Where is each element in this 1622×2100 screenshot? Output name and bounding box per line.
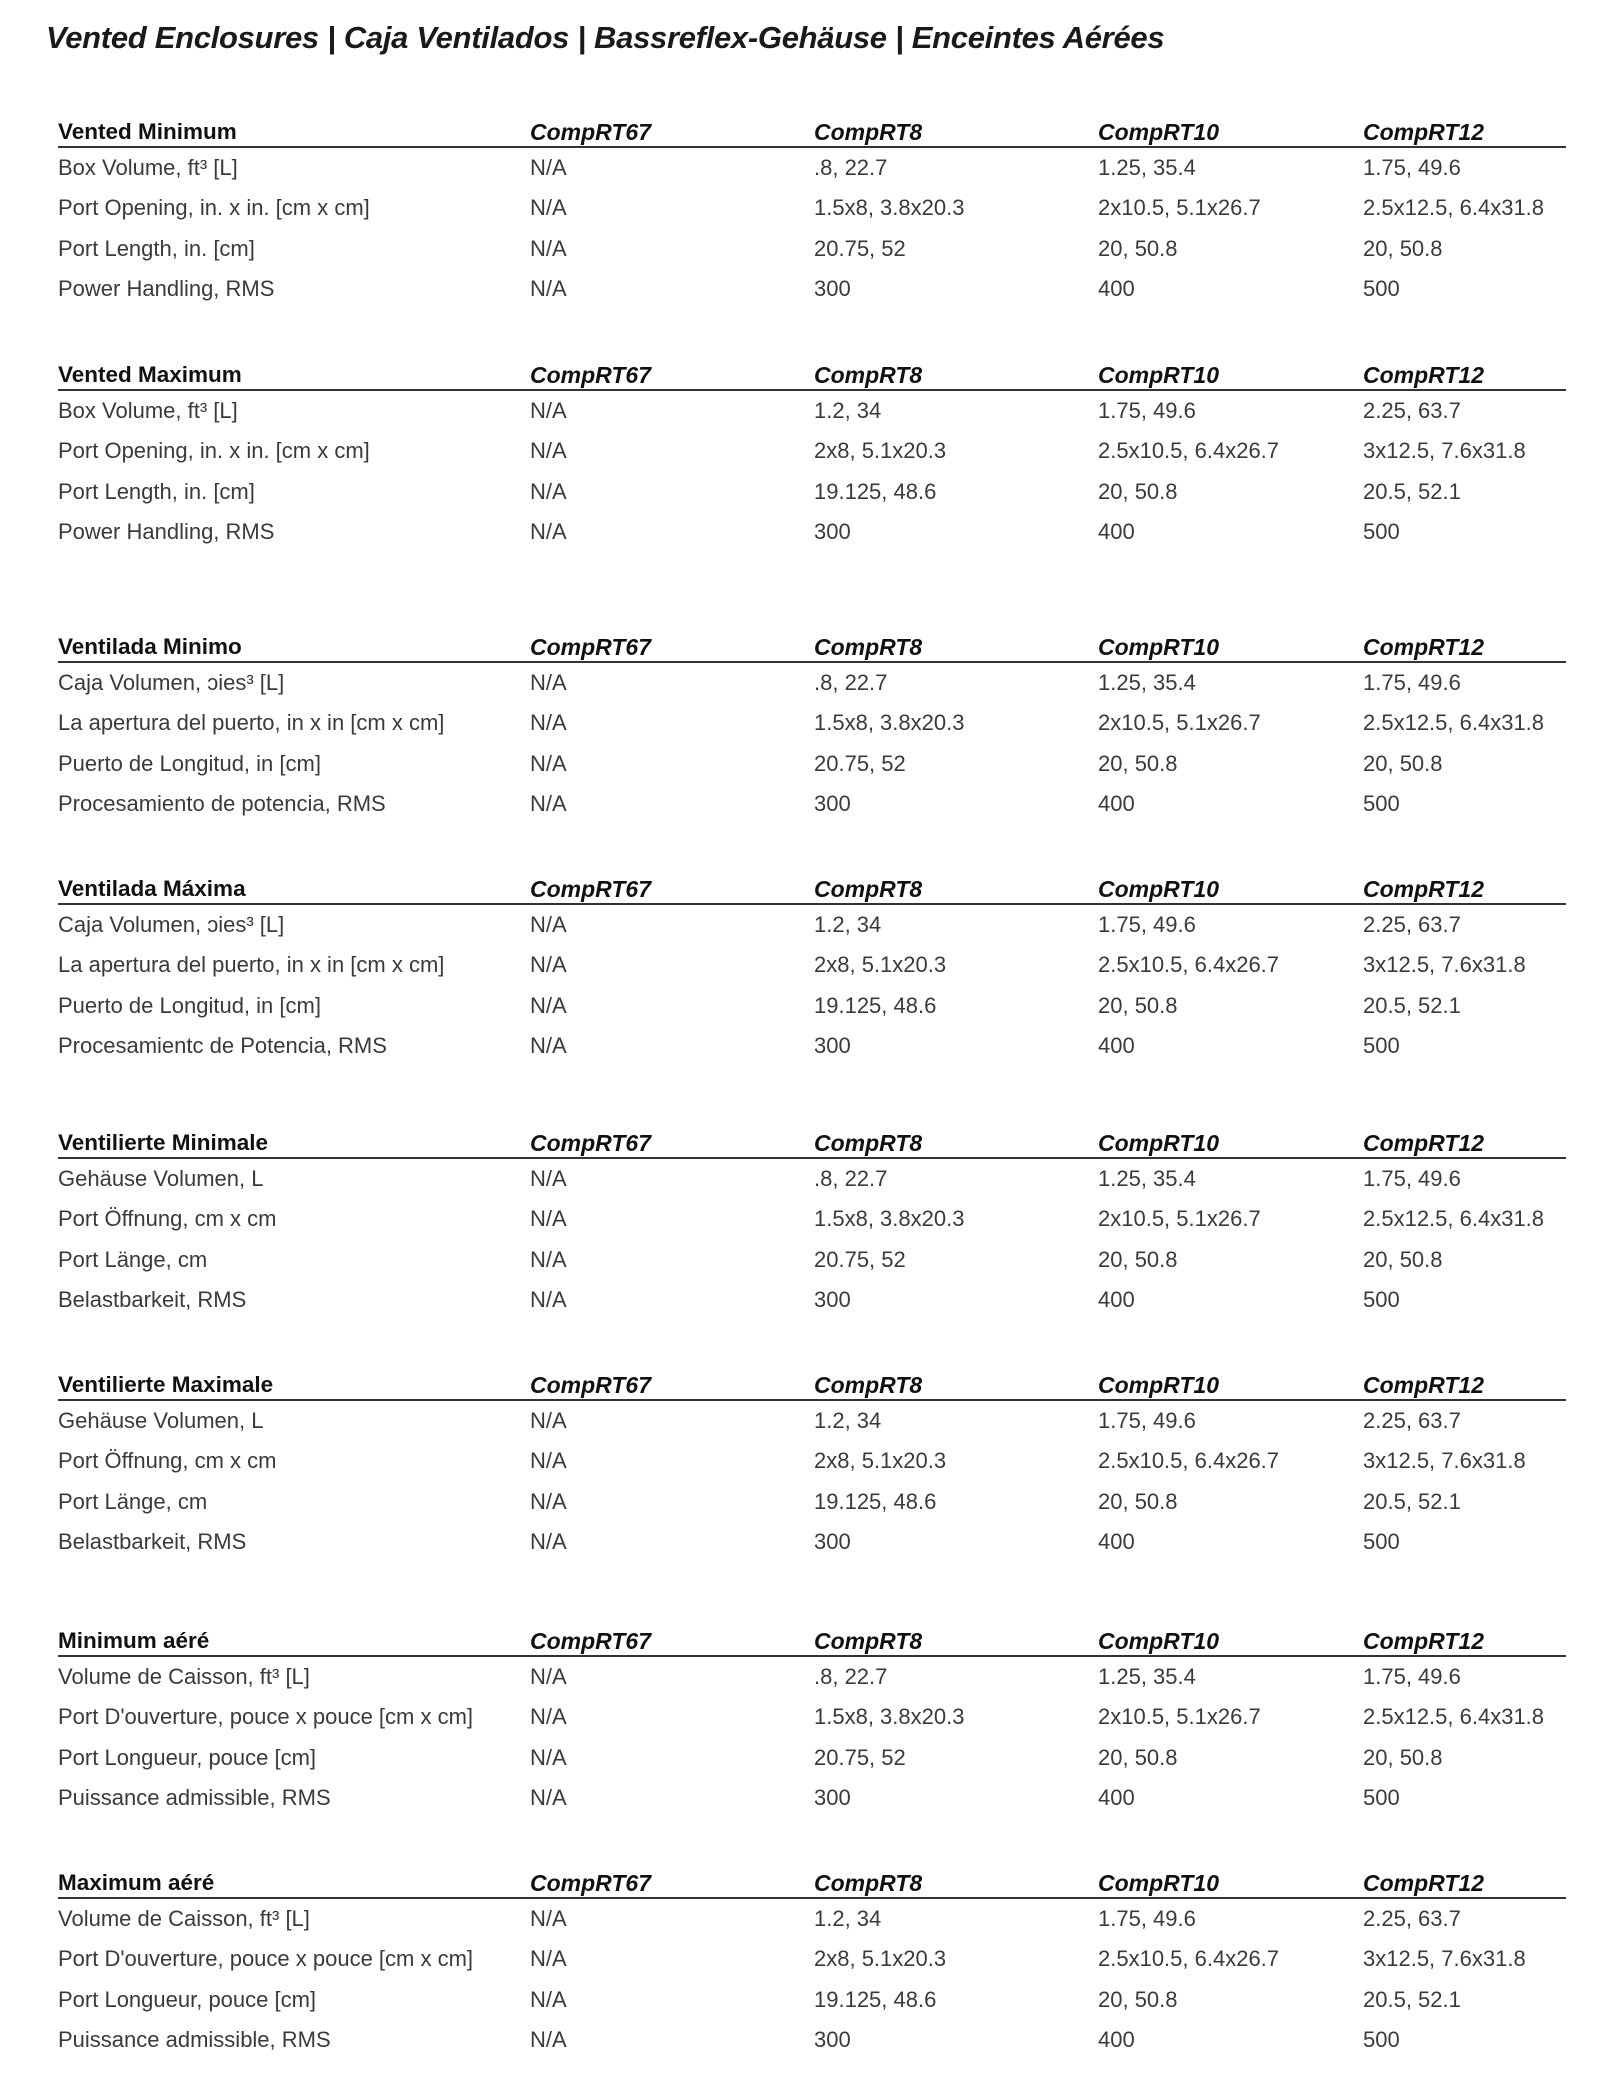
spec-value: 3x12.5, 7.6x31.8 (1363, 438, 1526, 464)
table-row (58, 1697, 1566, 1737)
spec-label: Volume de Caisson, ft³ [L] (58, 1906, 310, 1931)
spec-value: 20.75, 52 (814, 1744, 906, 1770)
spec-label: Procesamientc de Potencia, RMS (58, 1032, 387, 1058)
spec-value: N/A (530, 750, 567, 776)
spec-value: 20.5, 52.1 (1363, 1986, 1461, 2012)
model-column-header: CompRT10 (1098, 1130, 1219, 1156)
table-row (58, 1026, 1566, 1066)
model-column-header: CompRT8 (814, 1628, 923, 1654)
spec-value: 20, 50.8 (1098, 992, 1178, 1018)
spec-value: 20, 50.8 (1098, 478, 1178, 504)
spec-label: Caja Volumen, ɔies³ [L] (58, 912, 285, 937)
spec-label: Procesamiento de potencia, RMS (58, 790, 386, 816)
spec-value: 2x10.5, 5.1x26.7 (1098, 1206, 1261, 1232)
spec-value: 2.25, 63.7 (1363, 1408, 1461, 1433)
spec-value: 300 (814, 1032, 851, 1058)
spec-value: N/A (530, 155, 567, 180)
table-row (58, 1441, 1566, 1481)
spec-value: N/A (530, 1906, 567, 1931)
spec-label: Port Öffnung, cm x cm (58, 1206, 277, 1232)
spec-value: N/A (530, 2026, 567, 2052)
spec-value: N/A (530, 670, 567, 695)
model-column-header: CompRT8 (814, 119, 923, 145)
table-row (58, 1939, 1566, 1979)
spec-value: 1.75, 49.6 (1098, 1906, 1196, 1931)
spec-label: Belastbarkeit, RMS (58, 1528, 247, 1554)
spec-value: 500 (1363, 518, 1400, 544)
spec-label: Port Longueur, pouce [cm] (58, 1744, 317, 1770)
spec-label: Gehäuse Volumen, L (58, 1166, 264, 1191)
model-column-header: CompRT67 (530, 1372, 651, 1398)
spec-value: 400 (1098, 275, 1135, 301)
spec-value: 1.75, 49.6 (1098, 398, 1196, 423)
spec-value: 2.25, 63.7 (1363, 912, 1461, 937)
table-row (58, 986, 1566, 1026)
table-row (58, 1899, 1566, 1939)
model-column-header: CompRT8 (814, 362, 923, 388)
spec-value: 2.5x12.5, 6.4x31.8 (1363, 195, 1545, 221)
table-row (58, 1657, 1566, 1697)
spec-label: Box Volume, ft³ [L] (58, 398, 238, 423)
spec-value: N/A (530, 1704, 567, 1730)
spec-value: 500 (1363, 1032, 1400, 1058)
spec-label: Port D'ouverture, pouce x pouce [cm x cm] (58, 1946, 474, 1972)
spec-value: 2.5x12.5, 6.4x31.8 (1363, 1704, 1545, 1730)
table-row (58, 945, 1566, 985)
section-header-row (58, 1617, 1566, 1657)
section-header-row (58, 1361, 1566, 1401)
spec-value: N/A (530, 790, 567, 816)
section-title: Minimum aéré (58, 1628, 210, 1653)
spec-value: N/A (530, 1206, 567, 1232)
spec-value: N/A (530, 952, 567, 978)
section-title: Ventilada Máxima (58, 876, 246, 901)
section-header-row (58, 1859, 1566, 1899)
section-header-row (58, 1119, 1566, 1159)
spec-label: La apertura del puerto, in x in [cm x cm] (58, 710, 445, 736)
section-title: Vented Minimum (58, 119, 237, 144)
spec-value: N/A (530, 710, 567, 736)
spec-value: 2.25, 63.7 (1363, 1906, 1461, 1931)
spec-value: 1.5x8, 3.8x20.3 (814, 195, 965, 221)
model-column-header: CompRT12 (1363, 1372, 1484, 1398)
spec-value: N/A (530, 235, 567, 261)
table-row (58, 1980, 1566, 2020)
spec-value: 400 (1098, 518, 1135, 544)
table-row (58, 2020, 1566, 2060)
table-row (58, 905, 1566, 945)
spec-value: N/A (530, 195, 567, 221)
spec-value: 1.5x8, 3.8x20.3 (814, 1206, 965, 1232)
spec-label: Volume de Caisson, ft³ [L] (58, 1664, 310, 1689)
model-column-header: CompRT12 (1363, 634, 1484, 660)
spec-value: 20, 50.8 (1363, 1744, 1443, 1770)
spec-value: N/A (530, 1986, 567, 2012)
spec-value: 1.5x8, 3.8x20.3 (814, 1704, 965, 1730)
spec-label: Box Volume, ft³ [L] (58, 155, 238, 180)
spec-value: 500 (1363, 1286, 1400, 1312)
page-title: Vented Enclosures | Caja Ventilados | Bassreflex-Gehäuse | Enceintes Aérées (46, 20, 1165, 55)
spec-value: 20.75, 52 (814, 1246, 906, 1272)
spec-value: 300 (814, 2026, 851, 2052)
spec-label: Gehäuse Volumen, L (58, 1408, 264, 1433)
table-row (58, 188, 1566, 228)
spec-value: 20, 50.8 (1098, 1246, 1178, 1272)
model-column-header: CompRT10 (1098, 119, 1219, 145)
table-row (58, 391, 1566, 431)
spec-value: 400 (1098, 2026, 1135, 2052)
model-column-header: CompRT12 (1363, 1870, 1484, 1896)
table-row (58, 744, 1566, 784)
spec-value: N/A (530, 1032, 567, 1058)
spec-value: .8, 22.7 (814, 1664, 888, 1689)
spec-section (58, 865, 1566, 1066)
model-column-header: CompRT67 (530, 1130, 651, 1156)
spec-value: 19.125, 48.6 (814, 1986, 937, 2012)
spec-value: N/A (530, 1286, 567, 1312)
spec-value: 300 (814, 275, 851, 301)
table-row (58, 1778, 1566, 1818)
section-header-row (58, 623, 1566, 663)
table-row (58, 1240, 1566, 1280)
spec-label: Port D'ouverture, pouce x pouce [cm x cm] (58, 1704, 474, 1730)
spec-section (58, 1119, 1566, 1320)
table-row (58, 1159, 1566, 1199)
spec-label: Port Longueur, pouce [cm] (58, 1986, 317, 2012)
model-column-header: CompRT67 (530, 1628, 651, 1654)
spec-value: N/A (530, 992, 567, 1018)
spec-value: N/A (530, 518, 567, 544)
table-row (58, 1522, 1566, 1562)
spec-value: 2.5x10.5, 6.4x26.7 (1098, 1448, 1280, 1474)
spec-section (58, 1859, 1566, 2060)
model-column-header: CompRT10 (1098, 1628, 1219, 1654)
spec-value: 2x10.5, 5.1x26.7 (1098, 710, 1261, 736)
spec-label: Port Opening, in. x in. [cm x cm] (58, 195, 370, 221)
spec-label: Power Handling, RMS (58, 275, 275, 301)
model-column-header: CompRT12 (1363, 1628, 1484, 1654)
table-row (58, 663, 1566, 703)
spec-value: 19.125, 48.6 (814, 992, 937, 1018)
section-title: Ventilada Minimo (58, 634, 242, 659)
spec-value: 1.5x8, 3.8x20.3 (814, 710, 965, 736)
table-row (58, 784, 1566, 824)
section-header-row (58, 108, 1566, 148)
spec-value: 2x8, 5.1x20.3 (814, 438, 947, 464)
spec-value: 2.5x12.5, 6.4x31.8 (1363, 710, 1545, 736)
table-row (58, 472, 1566, 512)
spec-label: Puissance admissible, RMS (58, 1784, 331, 1810)
section-title: Maximum aéré (58, 1870, 215, 1895)
spec-value: N/A (530, 1448, 567, 1474)
table-row (58, 1738, 1566, 1778)
spec-value: 2x10.5, 5.1x26.7 (1098, 1704, 1261, 1730)
table-row (58, 703, 1566, 743)
model-column-header: CompRT67 (530, 362, 651, 388)
spec-value: 400 (1098, 790, 1135, 816)
spec-label: Puerto de Longitud, in [cm] (58, 992, 321, 1018)
spec-label: Puerto de Longitud, in [cm] (58, 750, 321, 776)
model-column-header: CompRT12 (1363, 1130, 1484, 1156)
spec-value: 300 (814, 518, 851, 544)
spec-value: N/A (530, 398, 567, 423)
model-column-header: CompRT10 (1098, 362, 1219, 388)
model-column-header: CompRT12 (1363, 876, 1484, 902)
spec-label: La apertura del puerto, in x in [cm x cm] (58, 952, 445, 978)
spec-value: 1.75, 49.6 (1363, 1664, 1461, 1689)
spec-value: N/A (530, 1946, 567, 1972)
spec-value: 1.75, 49.6 (1098, 1408, 1196, 1433)
spec-value: N/A (530, 478, 567, 504)
spec-value: 20, 50.8 (1098, 1488, 1178, 1514)
spec-label: Port Length, in. [cm] (58, 235, 255, 261)
spec-section (58, 623, 1566, 824)
spec-value: N/A (530, 1246, 567, 1272)
spec-value: 2x8, 5.1x20.3 (814, 1448, 947, 1474)
spec-value: 1.25, 35.4 (1098, 1166, 1196, 1191)
spec-label: Puissance admissible, RMS (58, 2026, 331, 2052)
spec-value: N/A (530, 1166, 567, 1191)
section-title: Ventilierte Minimale (58, 1130, 269, 1155)
spec-value: 3x12.5, 7.6x31.8 (1363, 1448, 1526, 1474)
spec-value: N/A (530, 275, 567, 301)
model-column-header: CompRT8 (814, 1372, 923, 1398)
spec-value: 400 (1098, 1784, 1135, 1810)
model-column-header: CompRT10 (1098, 876, 1219, 902)
spec-value: 2.5x10.5, 6.4x26.7 (1098, 1946, 1280, 1972)
spec-value: 2.5x10.5, 6.4x26.7 (1098, 438, 1280, 464)
spec-value: 1.2, 34 (814, 1408, 882, 1433)
spec-value: 1.75, 49.6 (1363, 670, 1461, 695)
spec-value: 1.2, 34 (814, 398, 882, 423)
spec-label: Port Länge, cm (58, 1246, 208, 1272)
spec-label: Port Öffnung, cm x cm (58, 1448, 277, 1474)
spec-label: Port Länge, cm (58, 1488, 208, 1514)
spec-value: 300 (814, 1784, 851, 1810)
spec-value: 20, 50.8 (1098, 1986, 1178, 2012)
spec-value: 1.2, 34 (814, 912, 882, 937)
spec-value: 19.125, 48.6 (814, 478, 937, 504)
spec-value: 20, 50.8 (1098, 235, 1178, 261)
spec-value: 20, 50.8 (1363, 1246, 1443, 1272)
spec-value: 1.25, 35.4 (1098, 1664, 1196, 1689)
spec-value: 2.25, 63.7 (1363, 398, 1461, 423)
spec-value: 20.75, 52 (814, 750, 906, 776)
table-row (58, 1401, 1566, 1441)
spec-section (58, 351, 1566, 552)
spec-label: Belastbarkeit, RMS (58, 1286, 247, 1312)
spec-value: 3x12.5, 7.6x31.8 (1363, 952, 1526, 978)
spec-value: 20, 50.8 (1363, 235, 1443, 261)
spec-value: N/A (530, 1784, 567, 1810)
model-column-header: CompRT8 (814, 1130, 923, 1156)
spec-value: N/A (530, 912, 567, 937)
model-column-header: CompRT67 (530, 634, 651, 660)
spec-value: 19.125, 48.6 (814, 1488, 937, 1514)
model-column-header: CompRT12 (1363, 119, 1484, 145)
section-header-row (58, 865, 1566, 905)
model-column-header: CompRT10 (1098, 1870, 1219, 1896)
spec-value: 1.25, 35.4 (1098, 670, 1196, 695)
spec-section (58, 108, 1566, 309)
spec-value: .8, 22.7 (814, 1166, 888, 1191)
spec-value: 500 (1363, 2026, 1400, 2052)
spec-value: N/A (530, 1664, 567, 1689)
spec-value: 20.5, 52.1 (1363, 1488, 1461, 1514)
spec-value: 20.5, 52.1 (1363, 992, 1461, 1018)
table-row (58, 1482, 1566, 1522)
spec-value: 3x12.5, 7.6x31.8 (1363, 1946, 1526, 1972)
section-title: Vented Maximum (58, 362, 242, 387)
section-title: Ventilierte Maximale (58, 1372, 274, 1397)
spec-value: 2x10.5, 5.1x26.7 (1098, 195, 1261, 221)
spec-value: 20, 50.8 (1098, 1744, 1178, 1770)
model-column-header: CompRT10 (1098, 634, 1219, 660)
spec-value: N/A (530, 1408, 567, 1433)
model-column-header: CompRT12 (1363, 362, 1484, 388)
spec-value: 500 (1363, 275, 1400, 301)
spec-value: 1.2, 34 (814, 1906, 882, 1931)
model-column-header: CompRT10 (1098, 1372, 1219, 1398)
spec-value: 1.25, 35.4 (1098, 155, 1196, 180)
model-column-header: CompRT8 (814, 634, 923, 660)
model-column-header: CompRT67 (530, 876, 651, 902)
table-row (58, 431, 1566, 471)
spec-label: Port Opening, in. x in. [cm x cm] (58, 438, 370, 464)
spec-value: 400 (1098, 1032, 1135, 1058)
model-column-header: CompRT8 (814, 1870, 923, 1896)
spec-value: 20, 50.8 (1363, 750, 1443, 776)
spec-value: .8, 22.7 (814, 155, 888, 180)
table-row (58, 148, 1566, 188)
table-row (58, 269, 1566, 309)
spec-value: 1.75, 49.6 (1098, 912, 1196, 937)
spec-value: 500 (1363, 1784, 1400, 1810)
spec-value: 500 (1363, 1528, 1400, 1554)
table-row (58, 229, 1566, 269)
spec-value: 20.5, 52.1 (1363, 478, 1461, 504)
spec-value: 2.5x10.5, 6.4x26.7 (1098, 952, 1280, 978)
model-column-header: CompRT8 (814, 876, 923, 902)
spec-value: 300 (814, 1286, 851, 1312)
spec-section (58, 1617, 1566, 1818)
spec-label: Power Handling, RMS (58, 518, 275, 544)
spec-value: N/A (530, 1528, 567, 1554)
spec-value: N/A (530, 1744, 567, 1770)
model-column-header: CompRT67 (530, 1870, 651, 1896)
spec-value: N/A (530, 438, 567, 464)
spec-value: .8, 22.7 (814, 670, 888, 695)
section-header-row (58, 351, 1566, 391)
spec-value: 300 (814, 1528, 851, 1554)
spec-value: 2.5x12.5, 6.4x31.8 (1363, 1206, 1545, 1232)
table-row (58, 512, 1566, 552)
spec-value: 20, 50.8 (1098, 750, 1178, 776)
spec-value: 2x8, 5.1x20.3 (814, 952, 947, 978)
spec-value: 20.75, 52 (814, 235, 906, 261)
spec-value: 2x8, 5.1x20.3 (814, 1946, 947, 1972)
spec-value: 1.75, 49.6 (1363, 155, 1461, 180)
spec-value: 400 (1098, 1286, 1135, 1312)
spec-value: 300 (814, 790, 851, 816)
spec-value: 500 (1363, 790, 1400, 816)
spec-value: 1.75, 49.6 (1363, 1166, 1461, 1191)
spec-value: N/A (530, 1488, 567, 1514)
spec-section (58, 1361, 1566, 1562)
table-row (58, 1280, 1566, 1320)
spec-label: Caja Volumen, ɔies³ [L] (58, 670, 285, 695)
spec-label: Port Length, in. [cm] (58, 478, 255, 504)
table-row (58, 1199, 1566, 1239)
spec-value: 400 (1098, 1528, 1135, 1554)
model-column-header: CompRT67 (530, 119, 651, 145)
